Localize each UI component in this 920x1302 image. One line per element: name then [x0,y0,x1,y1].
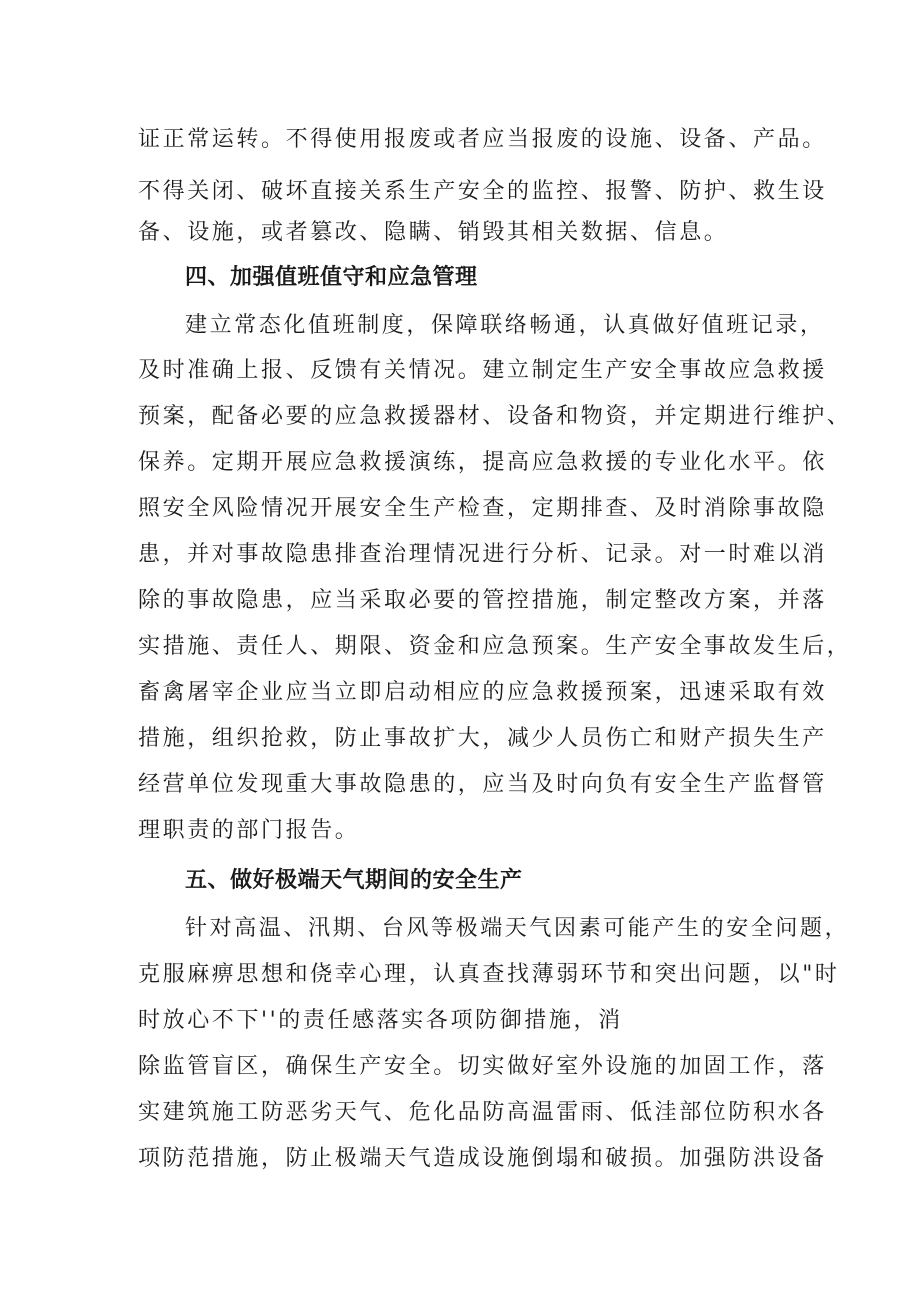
body-text-line: 实建筑施工防恶劣天气、危化品防高温雷雨、低洼部位防积水各 [138,1100,827,1125]
body-text-line: 除的事故隐患，应当采取必要的管控措施，制定整改方案，并落 [138,588,827,613]
body-text-line: 建立常态化值班制度，保障联络畅通，认真做好值班记录， [185,313,825,338]
section-heading-4: 四、加强值班值守和应急管理 [185,265,478,290]
body-text-line: 照安全风险情况开展安全生产检查，定期排查、及时消除事故隐 [138,496,827,521]
section-heading-5: 五、做好极端天气期间的安全生产 [185,868,523,893]
body-text-line: 克服麻痹思想和侥幸心理，认真查找薄弱环节和突出问题，以"时 [138,962,840,987]
body-text-line: 经营单位发现重大事故隐患的，应当及时向负有安全生产监督管 [138,772,827,797]
body-text-line: 理职责的部门报告。 [138,818,360,843]
body-text-line: 证正常运转。不得使用报废或者应当报废的设施、设备、产品。 [138,127,827,152]
body-text-line: 措施，组织抢救，防止事故扩大，减少人员伤亡和财产损失生产 [138,726,827,751]
body-text-line: 患，并对事故隐患排查治理情况进行分析、记录。对一时难以消 [138,542,827,567]
body-text-line: 及时准确上报、反馈有关情况。建立制定生产安全事故应急救援 [138,358,827,383]
body-text-line: 实措施、责任人、期限、资金和应急预案。生产安全事故发生后， [138,634,852,659]
body-text-line: 时放心不下''的责任感落实各项防御措施，消 [138,1008,623,1033]
body-text-line: 项防范措施，防止极端天气造成设施倒塌和破损。加强防洪设备 [138,1146,827,1171]
body-text-line: 保养。定期开展应急救援演练，提高应急救援的专业化水平。依 [138,450,827,475]
body-text-line: 针对高温、汛期、台风等极端天气因素可能产生的安全问题， [185,916,850,941]
body-text-line: 畜禽屠宰企业应当立即启动相应的应急救援预案，迅速采取有效 [138,680,827,705]
body-text-line: 除监管盲区，确保生产安全。切实做好室外设施的加固工作，落 [138,1054,827,1079]
body-text-line: 备、设施，或者篡改、隐瞒、销毁其相关数据、信息。 [138,220,729,245]
body-text-line: 不得关闭、破坏直接关系生产安全的监控、报警、防护、救生设 [138,179,827,204]
body-text-line: 预案，配备必要的应急救援器材、设备和物资，并定期进行维护、 [138,404,852,429]
